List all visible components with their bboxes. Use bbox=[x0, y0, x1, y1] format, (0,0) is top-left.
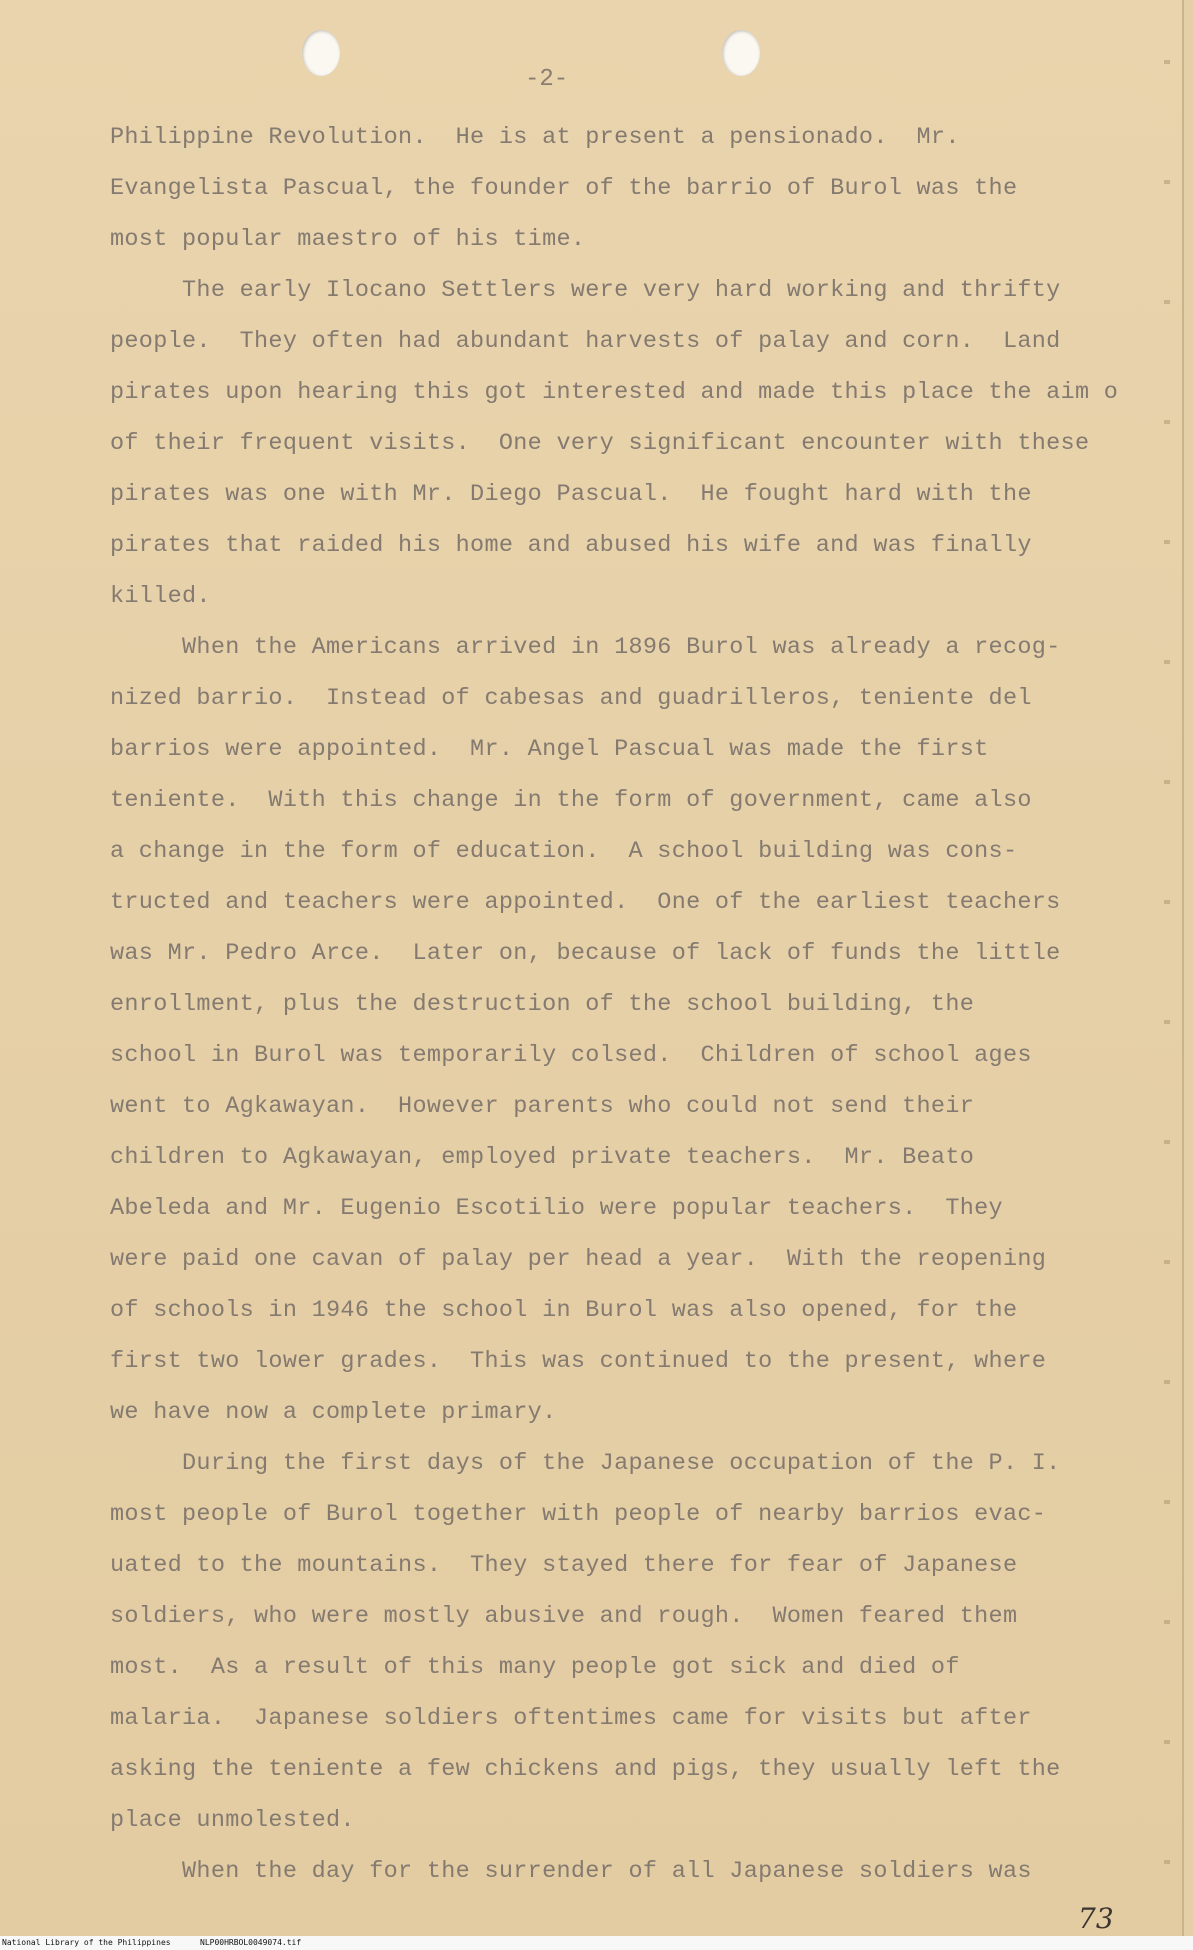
text-line: was Mr. Pedro Arce. Later on, because of lack of funds the little bbox=[110, 940, 1061, 967]
text-line: Philippine Revolution. He is at present a pensionado. Mr. bbox=[110, 124, 960, 151]
text-line: most. As a result of this many people got sick and died of bbox=[110, 1654, 960, 1681]
text-line: most popular maestro of his time. bbox=[110, 226, 586, 253]
text-line: When the Americans arrived in 1896 Burol was already a recog- bbox=[110, 634, 1061, 661]
footer-library-name: National Library of the Philippines bbox=[2, 1938, 171, 1947]
text-line: Evangelista Pascual, the founder of the barrio of Burol was the bbox=[110, 175, 1018, 202]
footer-file-name: NLP00HRBOL0049074.tif bbox=[200, 1938, 302, 1947]
text-line: pirates that raided his home and abused his wife and was finally bbox=[110, 532, 1032, 559]
text-line: school in Burol was temporarily colsed. Children of school ages bbox=[110, 1042, 1032, 1069]
text-line: The early Ilocano Settlers were very hard working and thrifty bbox=[110, 277, 1061, 304]
text-line: tructed and teachers were appointed. One of the earliest teachers bbox=[110, 889, 1061, 916]
text-line: During the first days of the Japanese occupation of the P. I. bbox=[110, 1450, 1061, 1477]
text-line: went to Agkawayan. However parents who could not send their bbox=[110, 1093, 975, 1120]
text-line: children to Agkawayan, employed private teachers. Mr. Beato bbox=[110, 1144, 975, 1171]
text-line: a change in the form of education. A school building was cons- bbox=[110, 838, 1018, 865]
text-line: most people of Burol together with people of nearby barrios evac- bbox=[110, 1501, 1047, 1528]
text-line: enrollment, plus the destruction of the school building, the bbox=[110, 991, 975, 1018]
text-line: nized barrio. Instead of cabesas and guadrilleros, teniente del bbox=[110, 685, 1032, 712]
text-line: were paid one cavan of palay per head a year. With the reopening bbox=[110, 1246, 1047, 1273]
handwritten-page-mark: 73 bbox=[1078, 1902, 1114, 1935]
text-line: barrios were appointed. Mr. Angel Pascual was made the first bbox=[110, 736, 989, 763]
text-line: of their frequent visits. One very significant encounter with these bbox=[110, 430, 1090, 457]
punch-hole-right bbox=[722, 30, 760, 76]
text-line: When the day for the surrender of all Japanese soldiers was bbox=[110, 1858, 1032, 1885]
text-line: killed. bbox=[110, 583, 211, 610]
typed-text-body bbox=[110, 112, 1170, 1897]
page-edge-marks bbox=[1164, 0, 1170, 1940]
text-line: of schools in 1946 the school in Burol was also opened, for the bbox=[110, 1297, 1018, 1324]
text-line: uated to the mountains. They stayed there for fear of Japanese bbox=[110, 1552, 1018, 1579]
text-line: malaria. Japanese soldiers oftentimes came for visits but after bbox=[110, 1705, 1032, 1732]
text-line: people. They often had abundant harvests of palay and corn. Land bbox=[110, 328, 1061, 355]
text-line: pirates was one with Mr. Diego Pascual. He fought hard with the bbox=[110, 481, 1032, 508]
text-line: soldiers, who were mostly abusive and rough. Women feared them bbox=[110, 1603, 1018, 1630]
scan-footer bbox=[0, 1936, 1193, 1950]
text-line: teniente. With this change in the form of government, came also bbox=[110, 787, 1032, 814]
text-line: first two lower grades. This was continued to the present, where bbox=[110, 1348, 1047, 1375]
text-line: asking the teniente a few chickens and pigs, they usually left the bbox=[110, 1756, 1061, 1783]
text-line: we have now a complete primary. bbox=[110, 1399, 557, 1426]
text-line: Abeleda and Mr. Eugenio Escotilio were popular teachers. They bbox=[110, 1195, 1003, 1222]
text-line: pirates upon hearing this got interested and made this place the aim o bbox=[110, 379, 1119, 406]
page-number: -2- bbox=[525, 66, 569, 93]
punch-hole-left bbox=[302, 30, 340, 76]
text-line: place unmolested. bbox=[110, 1807, 355, 1834]
